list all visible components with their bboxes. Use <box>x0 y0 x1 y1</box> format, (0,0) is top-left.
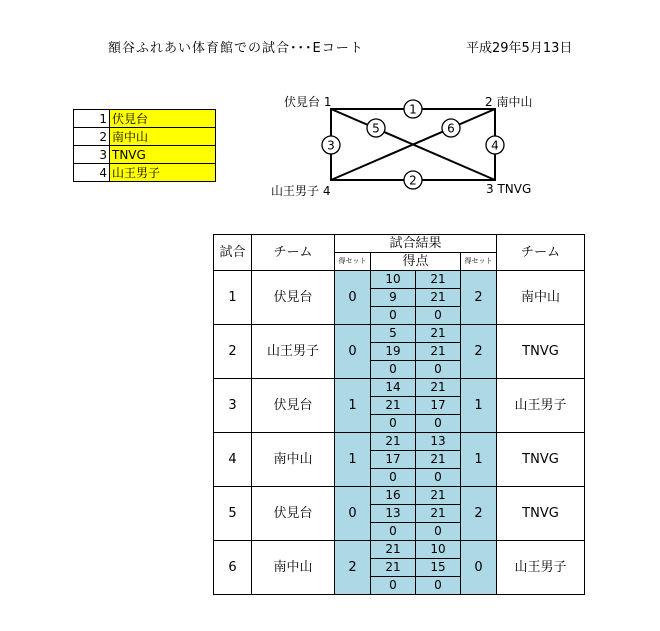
score-right: 0 <box>416 415 461 433</box>
team-left: 南中山 <box>252 433 335 487</box>
match-number: 1 <box>214 271 252 325</box>
sets-right: 2 <box>461 487 497 541</box>
score-right: 13 <box>416 433 461 451</box>
match-number: 6 <box>214 541 252 595</box>
header-points: 得点 <box>371 253 461 271</box>
score-left: 21 <box>371 559 416 577</box>
score-right: 21 <box>416 505 461 523</box>
team-name: 南中山 <box>110 128 216 146</box>
marker-4 <box>486 136 504 154</box>
marker-1 <box>404 100 422 118</box>
sets-right: 1 <box>461 433 497 487</box>
score-right: 0 <box>416 523 461 541</box>
score-right: 21 <box>416 379 461 397</box>
table-row <box>214 325 585 343</box>
team-number: 4 <box>74 164 110 182</box>
score-left: 21 <box>371 541 416 559</box>
table-row <box>214 271 585 289</box>
page-date: 平成29年5月13日 <box>466 41 573 56</box>
header-sets-left: 得セット <box>335 253 371 271</box>
diagram-label-top-left: 伏見台 1 <box>284 95 332 109</box>
svg-text:6: 6 <box>447 121 455 136</box>
svg-text:5: 5 <box>372 121 380 136</box>
header-match: 試合 <box>214 235 252 271</box>
sets-right: 1 <box>461 379 497 433</box>
score-right: 17 <box>416 397 461 415</box>
score-right: 21 <box>416 271 461 289</box>
results-table <box>213 234 585 595</box>
table-row <box>214 379 585 397</box>
score-left: 17 <box>371 451 416 469</box>
header-team-left: チーム <box>252 235 335 271</box>
score-right: 21 <box>416 343 461 361</box>
page-title: 額谷ふれあい体育館での試合･･･Eコート <box>108 41 364 56</box>
score-left: 13 <box>371 505 416 523</box>
header-team-right: チーム <box>497 235 585 271</box>
header-result: 試合結果 <box>335 235 497 253</box>
score-left: 5 <box>371 325 416 343</box>
score-left: 14 <box>371 379 416 397</box>
team-left: 山王男子 <box>252 325 335 379</box>
sets-left: 0 <box>335 325 371 379</box>
svg-text:4: 4 <box>491 138 499 153</box>
svg-text:2: 2 <box>409 173 417 188</box>
score-right: 10 <box>416 541 461 559</box>
sets-left: 0 <box>335 487 371 541</box>
team-left: 伏見台 <box>252 271 335 325</box>
sets-left: 2 <box>335 541 371 595</box>
team-left: 伏見台 <box>252 487 335 541</box>
score-right: 21 <box>416 289 461 307</box>
team-number: 3 <box>74 146 110 164</box>
table-row <box>214 541 585 559</box>
marker-3 <box>322 136 340 154</box>
team-right: TNVG <box>497 325 585 379</box>
sets-left: 1 <box>335 379 371 433</box>
match-number: 3 <box>214 379 252 433</box>
score-left: 0 <box>371 307 416 325</box>
score-left: 0 <box>371 523 416 541</box>
score-left: 10 <box>371 271 416 289</box>
svg-text:3: 3 <box>327 138 335 153</box>
marker-6 <box>442 119 460 137</box>
score-left: 21 <box>371 397 416 415</box>
team-right: TNVG <box>497 487 585 541</box>
diagram-label-bottom-right: 3 TNVG <box>486 182 532 196</box>
sets-left: 0 <box>335 271 371 325</box>
score-left: 0 <box>371 469 416 487</box>
team-name: TNVG <box>110 146 216 164</box>
score-right: 0 <box>416 577 461 595</box>
marker-5 <box>367 119 385 137</box>
score-left: 0 <box>371 415 416 433</box>
team-name: 山王男子 <box>110 164 216 182</box>
team-right: TNVG <box>497 433 585 487</box>
score-right: 21 <box>416 487 461 505</box>
team-name: 伏見台 <box>110 110 216 128</box>
sets-left: 1 <box>335 433 371 487</box>
match-number: 5 <box>214 487 252 541</box>
score-left: 9 <box>371 289 416 307</box>
sets-right: 2 <box>461 271 497 325</box>
team-right: 山王男子 <box>497 541 585 595</box>
team-left: 伏見台 <box>252 379 335 433</box>
team-right: 山王男子 <box>497 379 585 433</box>
score-left: 0 <box>371 577 416 595</box>
score-left: 21 <box>371 433 416 451</box>
team-number: 2 <box>74 128 110 146</box>
score-left: 16 <box>371 487 416 505</box>
sets-right: 0 <box>461 541 497 595</box>
sets-right: 2 <box>461 325 497 379</box>
match-number: 2 <box>214 325 252 379</box>
score-right: 0 <box>416 469 461 487</box>
table-row <box>214 433 585 451</box>
svg-text:1: 1 <box>409 102 417 117</box>
score-right: 0 <box>416 361 461 379</box>
team-number: 1 <box>74 110 110 128</box>
diagram-label-bottom-left: 山王男子 4 <box>271 184 331 198</box>
score-right: 21 <box>416 451 461 469</box>
score-right: 15 <box>416 559 461 577</box>
team-left: 南中山 <box>252 541 335 595</box>
header-sets-right: 得セット <box>461 253 497 271</box>
score-right: 21 <box>416 325 461 343</box>
score-left: 19 <box>371 343 416 361</box>
score-right: 0 <box>416 307 461 325</box>
team-right: 南中山 <box>497 271 585 325</box>
marker-2 <box>404 171 422 189</box>
match-number: 4 <box>214 433 252 487</box>
table-row <box>214 487 585 505</box>
score-left: 0 <box>371 361 416 379</box>
diagram-label-top-right: 2 南中山 <box>485 95 533 109</box>
